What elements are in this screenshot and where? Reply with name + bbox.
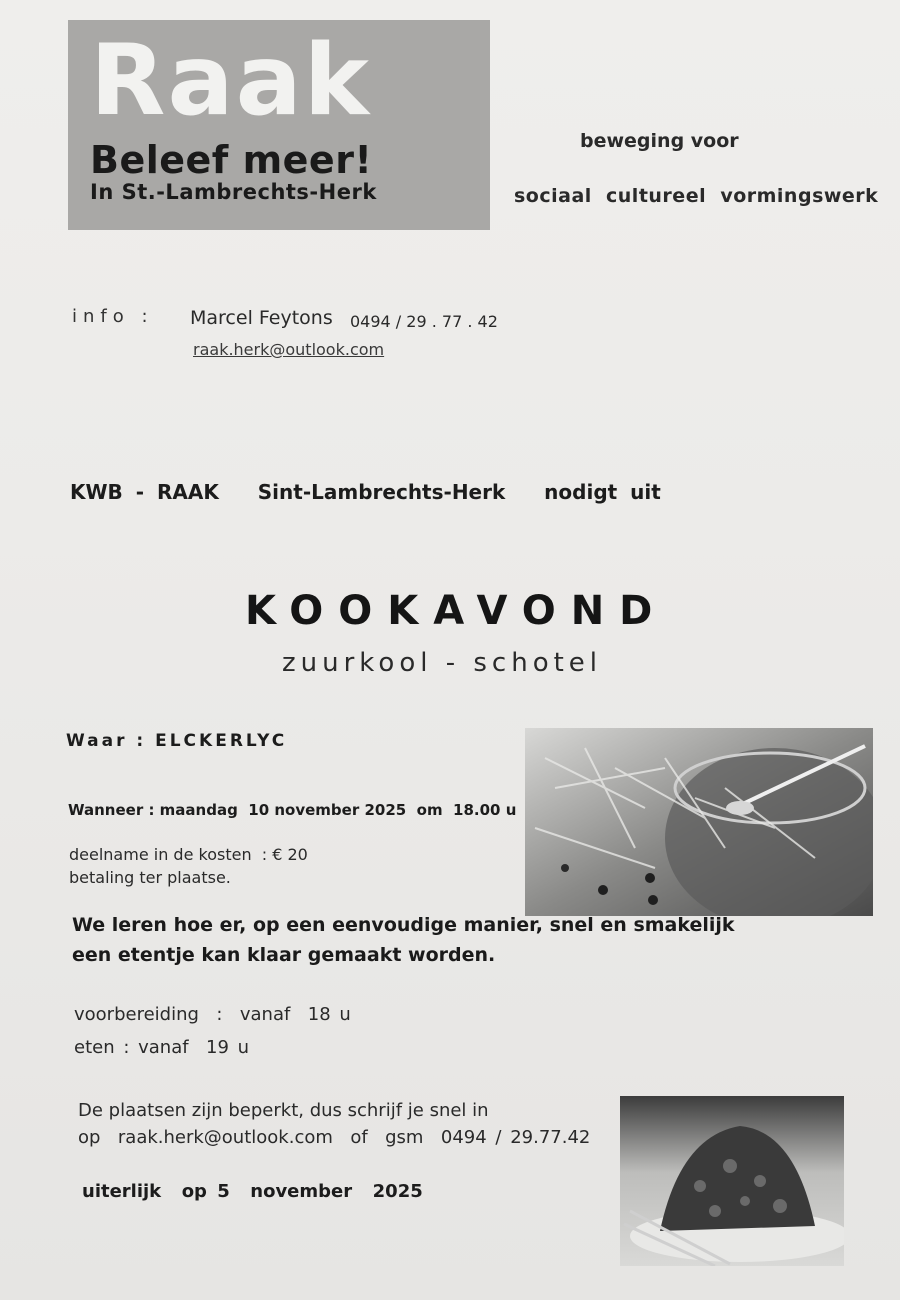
raak-logo — [68, 20, 490, 230]
event-title: KOOKAVOND — [245, 588, 668, 634]
info-label: info : — [72, 306, 154, 327]
payment-line: betaling ter plaatse. — [69, 868, 231, 887]
tagline-line-2: sociaal cultureel vormingswerk — [514, 185, 879, 207]
stamppot-dish-photo — [620, 1096, 844, 1266]
registration-deadline: uiterlijk op 5 november 2025 — [82, 1181, 423, 1202]
logo-wordmark: Raak — [90, 24, 371, 138]
cost-line: deelname in de kosten : € 20 — [69, 845, 308, 864]
contact-name: Marcel Feytons — [190, 307, 333, 329]
registration-note: De plaatsen zijn beperkt, dus schrijf je snel in — [78, 1100, 489, 1121]
preparation-time: voorbereiding : vanaf 18 u — [74, 1004, 351, 1025]
description-line-2: een etentje kan klaar gemaakt worden. — [72, 944, 496, 966]
event-subtitle: zuurkool - schotel — [282, 648, 603, 678]
date-line: Wanneer : maandag 10 november 2025 om 18.00 u — [68, 801, 517, 819]
contact-phone: 0494 / 29 . 77 . 42 — [350, 312, 498, 331]
logo-place: In St.-Lambrechts-Herk — [90, 180, 377, 204]
sauerkraut-jar-photo — [525, 728, 873, 916]
location-line: Waar : ELCKERLYC — [66, 731, 288, 751]
registration-contact: op raak.herk@outlook.com of gsm 0494 / 29.77.42 — [78, 1127, 591, 1148]
contact-email-link[interactable]: raak.herk@outlook.com — [193, 340, 385, 359]
tagline-line-1: beweging voor — [580, 130, 739, 152]
logo-slogan: Beleef meer! — [90, 138, 373, 182]
invitation-line: KWB - RAAK Sint-Lambrechts-Herk nodigt uit — [70, 480, 661, 504]
description-line-1: We leren hoe er, op een eenvoudige manier, snel en smakelijk — [72, 914, 735, 936]
eating-time: eten : vanaf 19 u — [74, 1037, 250, 1058]
